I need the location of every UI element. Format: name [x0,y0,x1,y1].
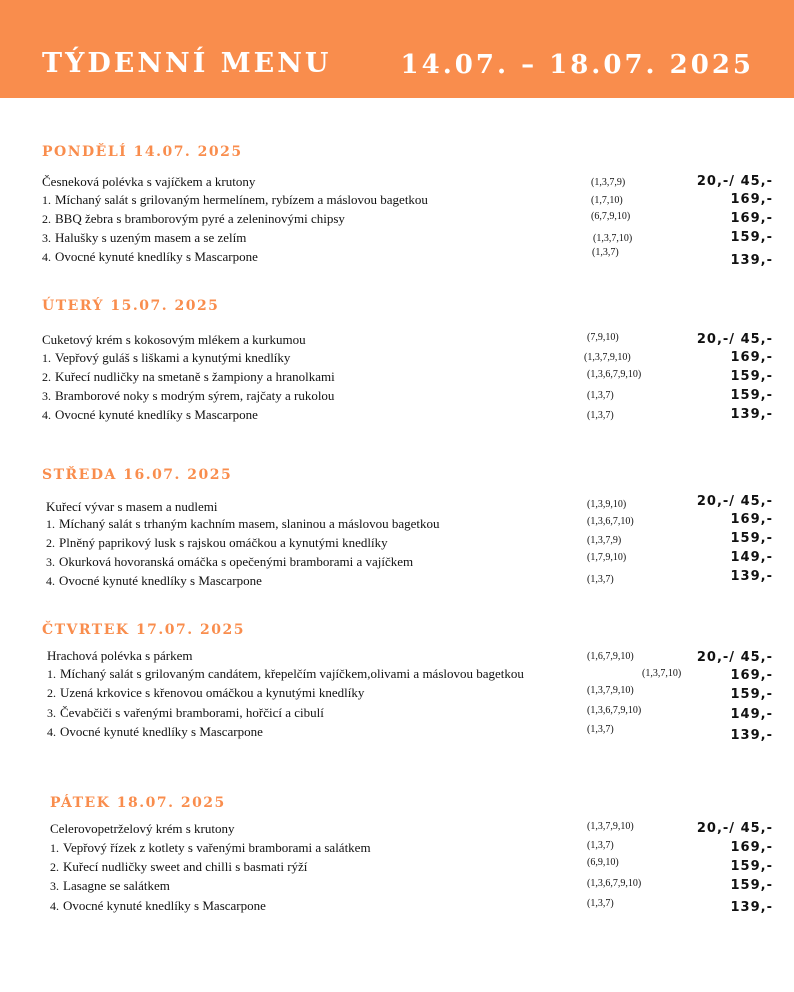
dish-row [0,230,794,248]
price: 20,-/ 45,- [696,821,773,836]
price: 159,- [730,687,773,702]
dish-name [47,724,263,740]
dish-name [42,249,258,265]
dish-name [50,840,371,856]
dish-number: 3. [47,706,56,720]
dish-row [0,724,794,742]
dish-row [0,249,794,267]
dish-row [0,550,794,572]
dish-name [42,230,246,246]
dish-name [42,388,334,404]
soup-name: Hrachová polévka s párkem [47,648,193,663]
dish-number: 1. [50,841,59,855]
dish-name [50,898,266,914]
price: 20,-/ 45,- [696,650,773,665]
allergens: (1,3,7) [592,247,619,258]
dish-label: Ovocné kynuté knedlíky s Mascarpone [59,573,262,588]
dish-label: Vepřový guláš s liškami a kynutými knedlíky [55,350,291,365]
dish-label: Lasagne se salátkem [63,878,170,893]
price: 139,- [730,569,773,584]
allergens: (6,7,9,10) [591,211,631,222]
dish-number: 4. [42,408,51,422]
allergens: (1,3,7) [587,390,614,401]
dish-name [46,573,262,589]
price: 169,- [730,840,773,855]
price: 20,-/ 45,- [696,494,773,509]
soup-name: Cuketový krém s kokosovým mlékem a kurkumou [42,332,306,347]
allergens: (1,3,6,7,9,10) [587,369,642,380]
dish-label: Okurková hovoranská omáčka s opečenými bramborami a vajíčkem [59,554,414,569]
dish-number: 2. [47,686,56,700]
dish-row [0,211,794,229]
soup-name: Celerovopetrželový krém s krutony [50,821,235,836]
dish-label: BBQ žebra s bramborovým pyré a zeleninovými chipsy [55,211,345,226]
dish-number: 1. [42,351,51,365]
allergens: (1,7,9,10) [587,552,627,563]
day-heading-tuesday: ÚTERÝ 15.07. 2025 [42,298,220,314]
price: 159,- [730,230,773,245]
menu-date-range: 14.07. – 18.07. 2025 [400,50,754,80]
dish-label: Halušky s uzeným masem a se zelím [55,230,247,245]
dish-name [50,859,307,875]
dish-row [0,407,794,425]
soup-row [0,821,794,839]
dish-label: Kuřecí nudličky sweet and chilli s basmati rýží [63,859,308,874]
allergens: (1,3,6,7,9,10) [587,705,642,716]
price: 20,-/ 45,- [696,332,773,347]
soup-name: Kuřecí vývar s masem a nudlemi [46,499,218,514]
price: 139,- [730,407,773,422]
price: 20,-/ 45,- [696,174,773,189]
price: 169,- [730,668,773,683]
dish-label: Kuřecí nudličky na smetaně s žampiony a hranolkami [55,369,335,384]
dish-number: 2. [46,536,55,550]
allergens: (1,6,7,9,10) [587,651,634,662]
price: 139,- [730,728,773,743]
dish-name [47,666,524,682]
dish-number: 2. [42,212,51,226]
dish-row [0,531,794,553]
price: 159,- [730,388,773,403]
header-banner [0,0,794,98]
day-heading-monday: PONDĚLÍ 14.07. 2025 [42,144,243,160]
allergens: (6,9,10) [587,857,619,868]
dish-label: Ovocné kynuté knedlíky s Mascarpone [60,724,263,739]
dish-number: 4. [50,899,59,913]
dish-row [0,705,794,723]
dish-name [50,878,170,894]
price: 169,- [730,350,773,365]
dish-number: 1. [42,193,51,207]
dish-row [0,685,794,703]
dish-number: 2. [42,370,51,384]
allergens: (1,3,6,7,10) [587,516,634,527]
dish-number: 2. [50,860,59,874]
dish-number: 3. [42,231,51,245]
price: 159,- [730,531,773,546]
price: 169,- [730,211,773,226]
dish-row [0,192,794,210]
day-heading-friday: PÁTEK 18.07. 2025 [50,795,226,811]
allergens: (1,3,7,9,10) [584,352,631,363]
dish-number: 4. [47,725,56,739]
dish-name [42,350,290,366]
price: 159,- [730,369,773,384]
dish-label: Ovocné kynuté knedlíky s Mascarpone [55,249,258,264]
dish-number: 4. [46,574,55,588]
dish-label: Míchaný salát s grilovaným candátem, křepelčím vajíčkem,olivami a máslovou bagetkou [60,666,524,681]
day-heading-wednesday: STŘEDA 16.07. 2025 [42,467,233,483]
allergens: (1,3,7) [587,574,614,585]
price: 159,- [730,878,773,893]
allergens: (7,9,10) [587,332,619,343]
dish-label: Ovocné kynuté knedlíky s Mascarpone [63,898,266,913]
dish-label: Bramborové noky s modrým sýrem, rajčaty a rukolou [55,388,335,403]
allergens: (1,7,10) [591,195,623,206]
soup-row [0,648,794,666]
allergens: (1,3,7,9) [591,177,626,188]
price: 149,- [730,707,773,722]
dish-label: Čevabčiči s vařenými bramborami, hořčicí a cibulí [60,705,324,720]
dish-number: 3. [50,879,59,893]
dish-name [42,369,335,385]
dish-name [47,685,364,701]
dish-label: Vepřový řízek z kotlety s vařenými bramborami a salátkem [63,840,371,855]
allergens: (1,3,7,9,10) [587,821,634,832]
dish-row [0,878,794,896]
allergens: (1,3,7) [587,840,614,851]
price: 169,- [730,512,773,527]
soup-row [0,494,794,517]
dish-number: 1. [46,517,55,531]
dish-row [0,388,794,406]
price: 149,- [730,550,773,565]
dish-name [42,192,428,208]
dish-number: 3. [42,389,51,403]
dish-label: Uzená krkovice s křenovou omáčkou a kynutými knedlíky [60,685,365,700]
dish-label: Míchaný salát s grilovaným hermelínem, rybízem a máslovou bagetkou [55,192,428,207]
day-heading-thursday: ČTVRTEK 17.07. 2025 [42,622,245,638]
allergens: (1,3,7,10) [642,668,682,679]
price: 139,- [730,253,773,268]
dish-label: Plněný paprikový lusk s rajskou omáčkou a kynutými knedlíky [59,535,388,550]
soup-name: Česneková polévka s vajíčkem a krutony [42,174,256,189]
dish-number: 3. [46,555,55,569]
allergens: (1,3,7) [587,724,614,735]
dish-row [0,859,794,877]
dish-row [0,569,794,591]
allergens: (1,3,7,10) [593,233,633,244]
dish-name [42,407,258,423]
soup-row [0,174,794,192]
dish-row [0,350,794,368]
dish-number: 4. [42,250,51,264]
dish-name [46,516,440,532]
allergens: (1,3,7,9,10) [587,685,634,696]
allergens: (1,3,9,10) [587,499,627,510]
price: 169,- [730,192,773,207]
price: 159,- [730,859,773,874]
dish-row [0,369,794,387]
dish-label: Míchaný salát s trhaným kachním masem, slaninou a máslovou bagetkou [59,516,440,531]
dish-name [46,554,413,570]
dish-name [42,211,345,227]
dish-row [0,898,794,916]
allergens: (1,3,6,7,9,10) [587,878,642,889]
soup-row [0,332,794,350]
allergens: (1,3,7,9) [587,535,622,546]
menu-title: TÝDENNÍ MENU [42,48,332,79]
dish-number: 1. [47,667,56,681]
dish-row [0,512,794,534]
dish-name [47,705,324,721]
dish-label: Ovocné kynuté knedlíky s Mascarpone [55,407,258,422]
allergens: (1,3,7) [587,898,614,909]
price: 139,- [730,900,773,915]
dish-row [0,840,794,858]
dish-row [0,666,794,684]
allergens: (1,3,7) [587,410,614,421]
dish-name [46,535,388,551]
